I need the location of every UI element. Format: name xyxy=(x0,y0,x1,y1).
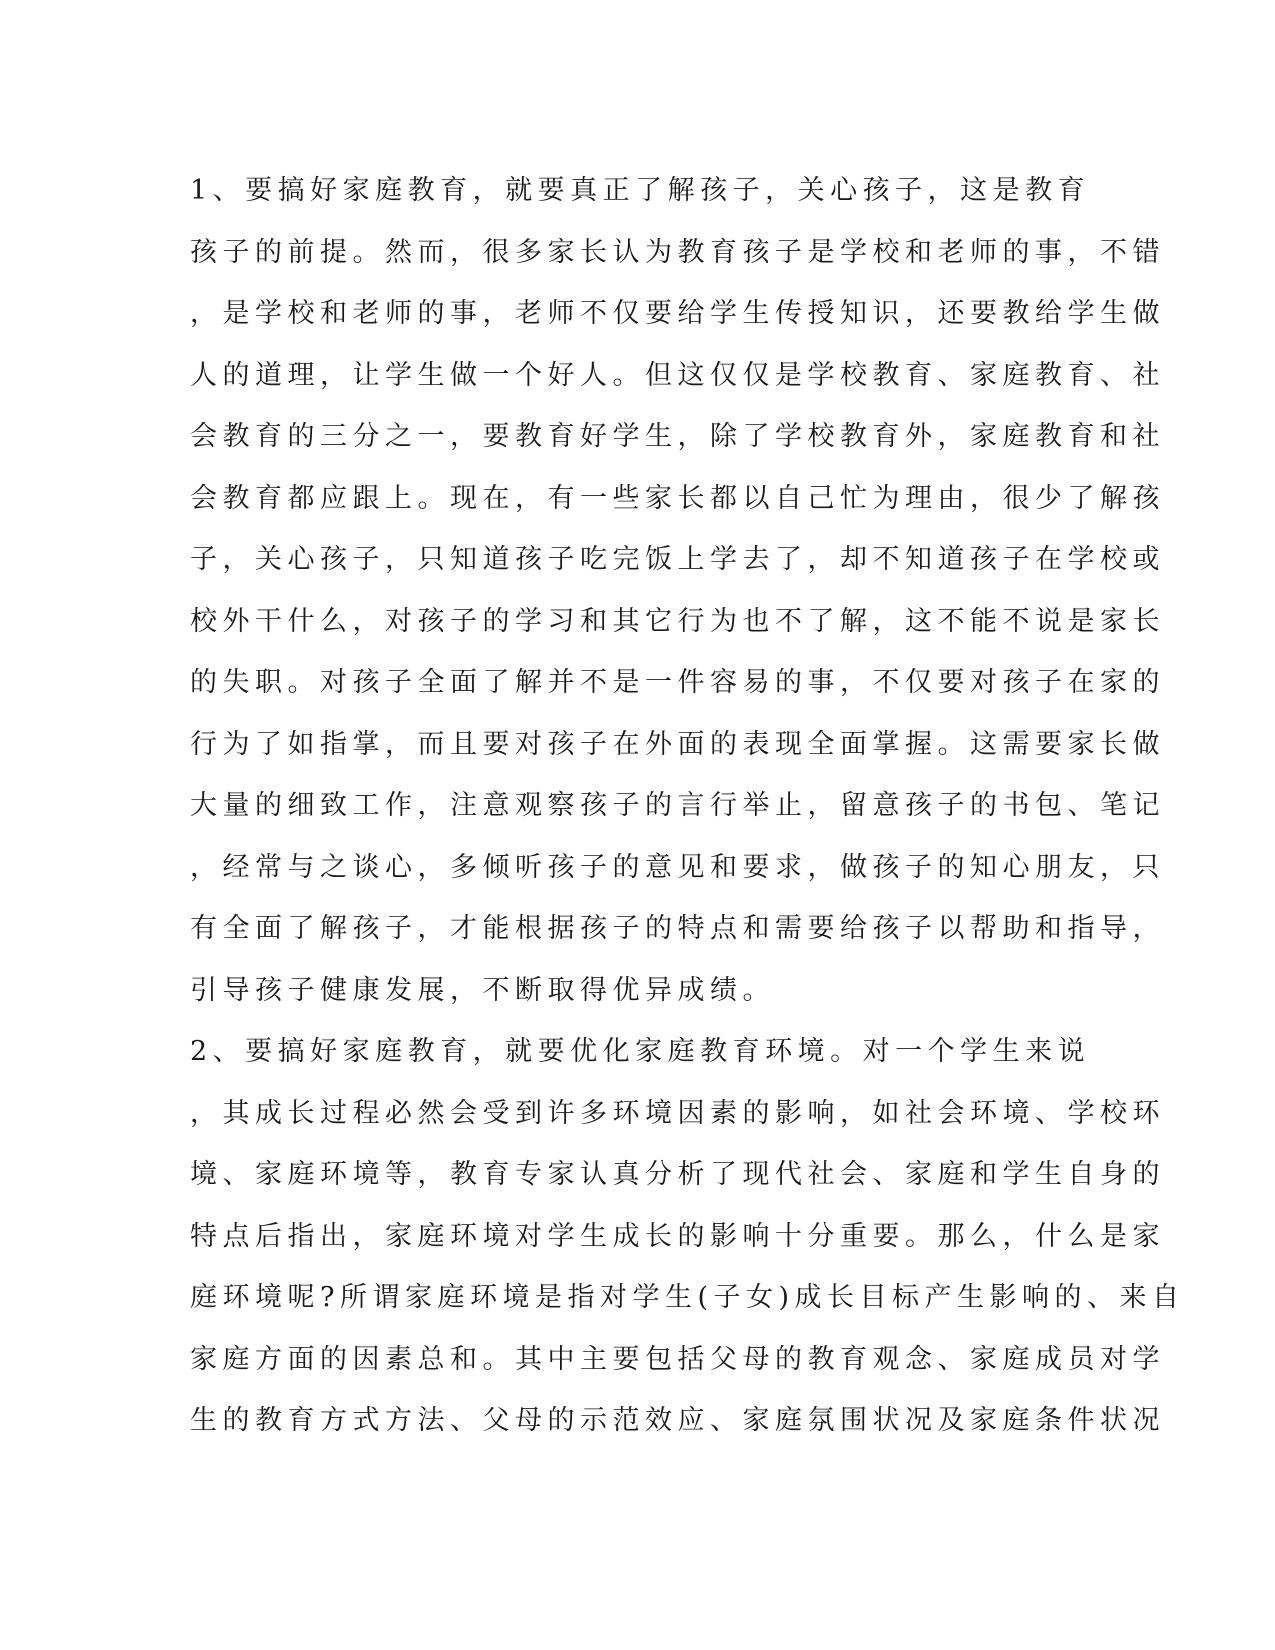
text-line: 引导孩子健康发展，不断取得优异成绩。 xyxy=(190,974,775,1006)
text-line: 的失职。对孩子全面了解并不是一件容易的事，不仅要对孩子在家的 xyxy=(190,667,1165,698)
text-line: ，是学校和老师的事，老师不仅要给学生传授知识，还要教给学生做 xyxy=(190,298,1165,329)
paragraph-1 xyxy=(190,160,1165,1021)
text-line: 大量的细致工作，注意观察孩子的言行举止，留意孩子的书包、笔记 xyxy=(190,790,1165,821)
text-line: 子，关心孩子，只知道孩子吃完饭上学去了，却不知道孩子在学校或 xyxy=(190,544,1165,575)
text-line: 有全面了解孩子，才能根据孩子的特点和需要给孩子以帮助和指导， xyxy=(190,913,1165,944)
text-line: ，经常与之谈心，多倾听孩子的意见和要求，做孩子的知心朋友，只 xyxy=(190,851,1165,883)
text-line: 孩子的前提。然而，很多家长认为教育孩子是学校和老师的事，不错 xyxy=(190,236,1165,268)
text-line: 会教育都应跟上。现在，有一些家长都以自己忙为理由，很少了解孩 xyxy=(190,482,1165,514)
text-line: ，其成长过程必然会受到许多环境因素的影响，如社会环境、学校环 xyxy=(190,1097,1165,1129)
text-line: 家庭方面的因素总和。其中主要包括父母的教育观念、家庭成员对学 xyxy=(190,1343,1165,1375)
text-line: 生的教育方式方法、父母的示范效应、家庭氛围状况及家庭条件状况 xyxy=(190,1405,1165,1436)
text-line: 人的道理，让学生做一个好人。但这仅仅是学校教育、家庭教育、社 xyxy=(190,359,1165,391)
text-line: 境、家庭环境等，教育专家认真分析了现代社会、家庭和学生自身的 xyxy=(190,1159,1165,1190)
text-line: 1、要搞好家庭教育，就要真正了解孩子，关心孩子，这是教育 xyxy=(190,175,1091,206)
text-line: 会教育的三分之一，要教育好学生，除了学校教育外，家庭教育和社 xyxy=(190,421,1165,452)
text-line: 庭环境呢?所谓家庭环境是指对学生(子女)成长目标产生影响的、来自 xyxy=(190,1282,1185,1313)
document-body xyxy=(190,160,1185,1452)
text-line: 行为了如指掌，而且要对孩子在外面的表现全面掌握。这需要家长做 xyxy=(190,728,1165,760)
paragraph-2 xyxy=(190,1021,1185,1452)
text-line: 校外干什么，对孩子的学习和其它行为也不了解，这不能不说是家长 xyxy=(190,605,1165,637)
text-line: 2、要搞好家庭教育，就要优化家庭教育环境。对一个学生来说 xyxy=(190,1036,1091,1067)
text-line: 特点后指出，家庭环境对学生成长的影响十分重要。那么，什么是家 xyxy=(190,1220,1165,1252)
